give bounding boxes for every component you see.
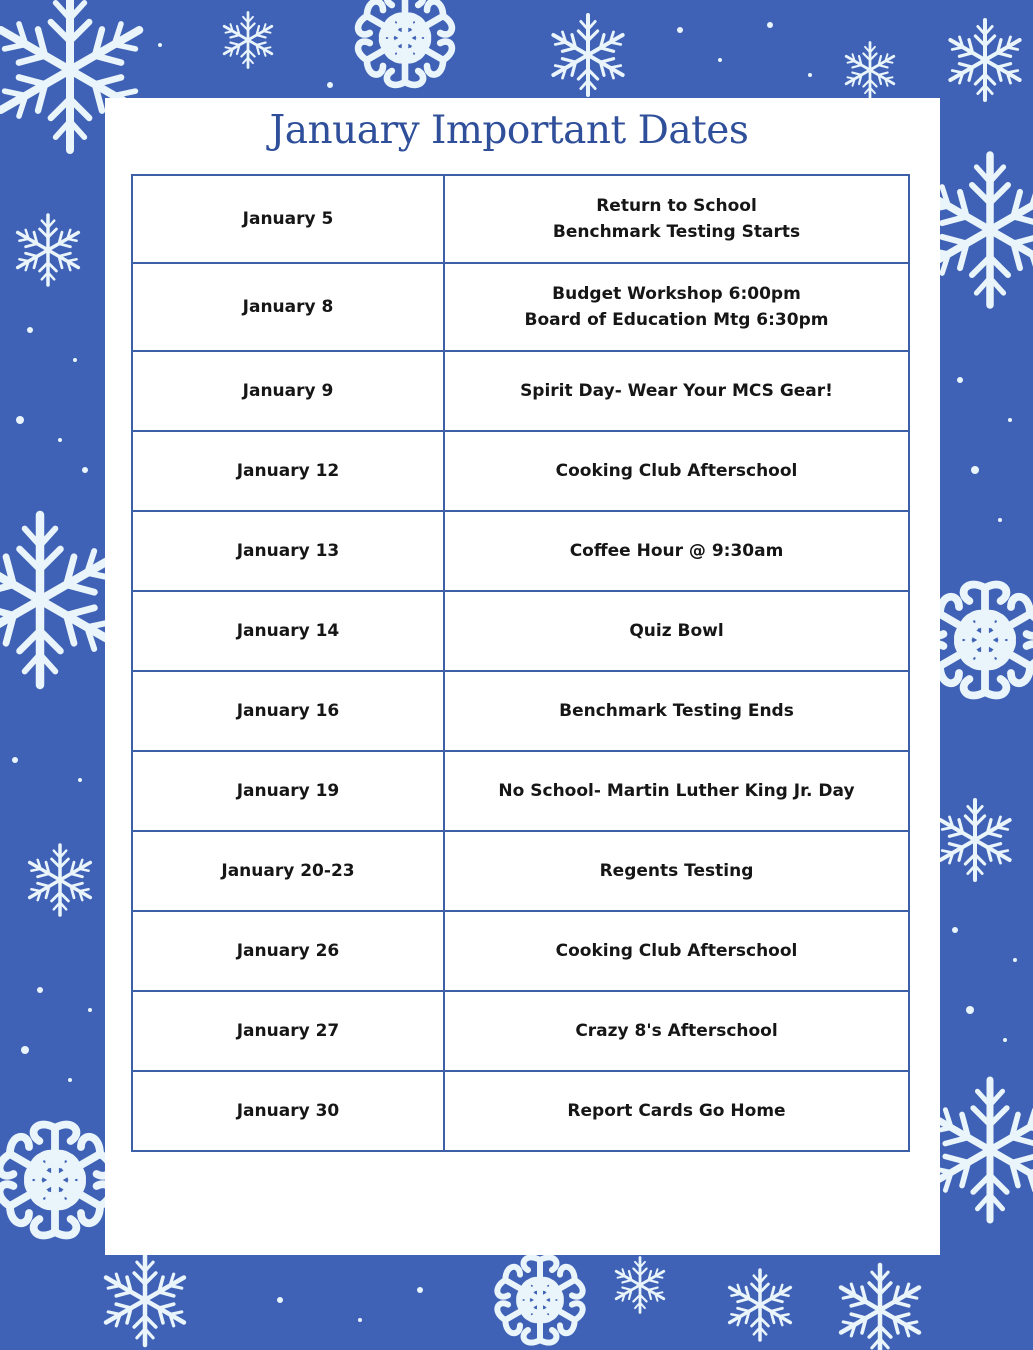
date-cell: January 30 (132, 1071, 444, 1151)
event-line: Cooking Club Afterschool (555, 941, 798, 961)
event-cell (444, 1071, 909, 1151)
event-cell (444, 591, 909, 671)
date-cell: January 9 (132, 351, 444, 431)
event-cell (444, 991, 909, 1071)
event-cell (444, 175, 909, 263)
event-cell (444, 751, 909, 831)
date-cell: January 12 (132, 431, 444, 511)
event-cell (444, 351, 909, 431)
table-row (132, 911, 909, 991)
table-row (132, 511, 909, 591)
event-line: Budget Workshop 6:00pm (552, 284, 801, 304)
date-cell: January 26 (132, 911, 444, 991)
table-row (132, 751, 909, 831)
event-cell (444, 511, 909, 591)
event-line: Return to School (596, 196, 757, 216)
event-line: Cooking Club Afterschool (555, 461, 798, 481)
date-cell: January 8 (132, 263, 444, 351)
table-row (132, 431, 909, 511)
dates-card (105, 98, 940, 1255)
event-line: Quiz Bowl (629, 621, 724, 641)
event-line: Report Cards Go Home (567, 1101, 786, 1121)
date-cell: January 14 (132, 591, 444, 671)
table-row (132, 831, 909, 911)
table-row (132, 671, 909, 751)
table-row (132, 351, 909, 431)
date-cell: January 27 (132, 991, 444, 1071)
event-line: Benchmark Testing Ends (559, 701, 794, 721)
event-cell (444, 911, 909, 991)
table-row (132, 991, 909, 1071)
event-cell (444, 671, 909, 751)
event-line: Coffee Hour @ 9:30am (569, 541, 784, 561)
event-line: Board of Education Mtg 6:30pm (524, 310, 829, 330)
date-cell: January 13 (132, 511, 444, 591)
event-cell (444, 263, 909, 351)
dates-table-body (132, 175, 909, 1151)
table-row (132, 263, 909, 351)
page-title: January Important Dates (269, 108, 749, 153)
event-cell (444, 431, 909, 511)
event-cell (444, 831, 909, 911)
date-cell: January 19 (132, 751, 444, 831)
event-line: Spirit Day- Wear Your MCS Gear! (520, 381, 833, 401)
date-cell: January 5 (132, 175, 444, 263)
table-row (132, 175, 909, 263)
event-line: Crazy 8's Afterschool (575, 1021, 778, 1041)
table-row (132, 591, 909, 671)
event-line: Regents Testing (599, 861, 754, 881)
date-cell: January 20-23 (132, 831, 444, 911)
event-line: No School- Martin Luther King Jr. Day (498, 781, 855, 801)
event-line: Benchmark Testing Starts (552, 222, 801, 242)
table-row (132, 1071, 909, 1151)
date-cell: January 16 (132, 671, 444, 751)
dates-table (131, 174, 910, 1152)
